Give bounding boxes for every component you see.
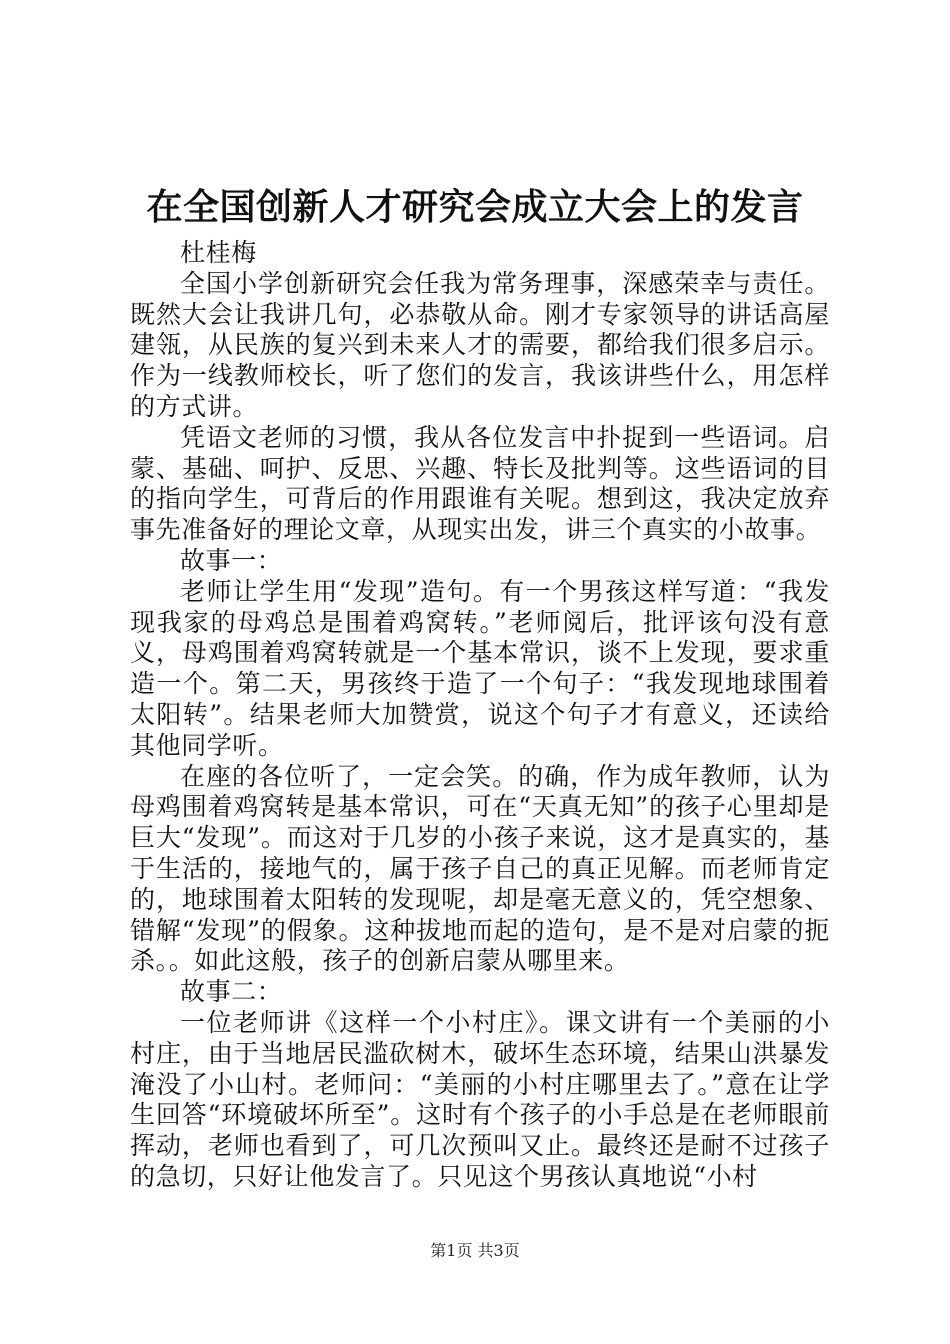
paragraph: 一位老师讲《这样一个小村庄》。课文讲有一个美丽的小村庄，由于当地居民滥砍树木，破坏生态环境，结果山洪暴发淹没了小山村。老师问：“美丽的小村庄哪里去了。”意在让学生回答“环境破坏所至”。这时有个孩子的小手总是在老师眼前挥动，老师也看到了，可几次预叫又止。最终还是耐不过孩子的急切，只好让他发言了。只见这个男孩认真地说“小村: [130, 1007, 830, 1191]
paragraph: 老师让学生用“发现”造句。有一个男孩这样写道：“我发现我家的母鸡总是围着鸡窝转。”老师阅后，批评该句没有意义，母鸡围着鸡窝转就是一个基本常识，谈不上发现，要求重造一个。第二天，男孩终于造了一个句子：“我发现地球围着太阳转”。结果老师大加赞赏，说这个句子才有意义，还读给其他同学听。: [130, 576, 830, 760]
page-number-footer: 第1页 共3页: [430, 1241, 520, 1260]
section-heading: 故事二：: [180, 977, 283, 1007]
document-title: 在全国创新人才研究会成立大会上的发言: [146, 187, 804, 228]
paragraph: 在座的各位听了，一定会笑。的确，作为成年教师，认为母鸡围着鸡窝转是基本常识，可在“天真无知”的孩子心里却是巨大“发现”。而这对于几岁的小孩子来说，这才是真实的，基于生活的，接地气的，属于孩子自己的真正见解。而老师肯定的，地球围着太阳转的发现呢，却是毫无意义的，凭空想象、错解“发现”的假象。这种拔地而起的造句，是不是对启蒙的扼杀。。如此这般，孩子的创新启蒙从哪里来。: [130, 761, 830, 976]
document-body: [130, 238, 830, 1193]
paragraph: 全国小学创新研究会任我为常务理事，深感荣幸与责任。既然大会让我讲几句，必恭敬从命。刚才专家领导的讲话高屋建瓴，从民族的复兴到未来人才的需要，都给我们很多启示。作为一线教师校长，听了您们的发言，我该讲些什么，用怎样的方式讲。: [130, 268, 830, 421]
author-name: 杜桂梅: [180, 238, 257, 267]
section-heading: 故事一：: [180, 545, 283, 575]
paragraph: 凭语文老师的习惯，我从各位发言中扑捉到一些语词。启蒙、基础、呵护、反思、兴趣、特长及批判等。这些语词的目的指向学生，可背后的作用跟谁有关呢。想到这，我决定放弃事先准备好的理论文章，从现实出发，讲三个真实的小故事。: [130, 422, 830, 545]
